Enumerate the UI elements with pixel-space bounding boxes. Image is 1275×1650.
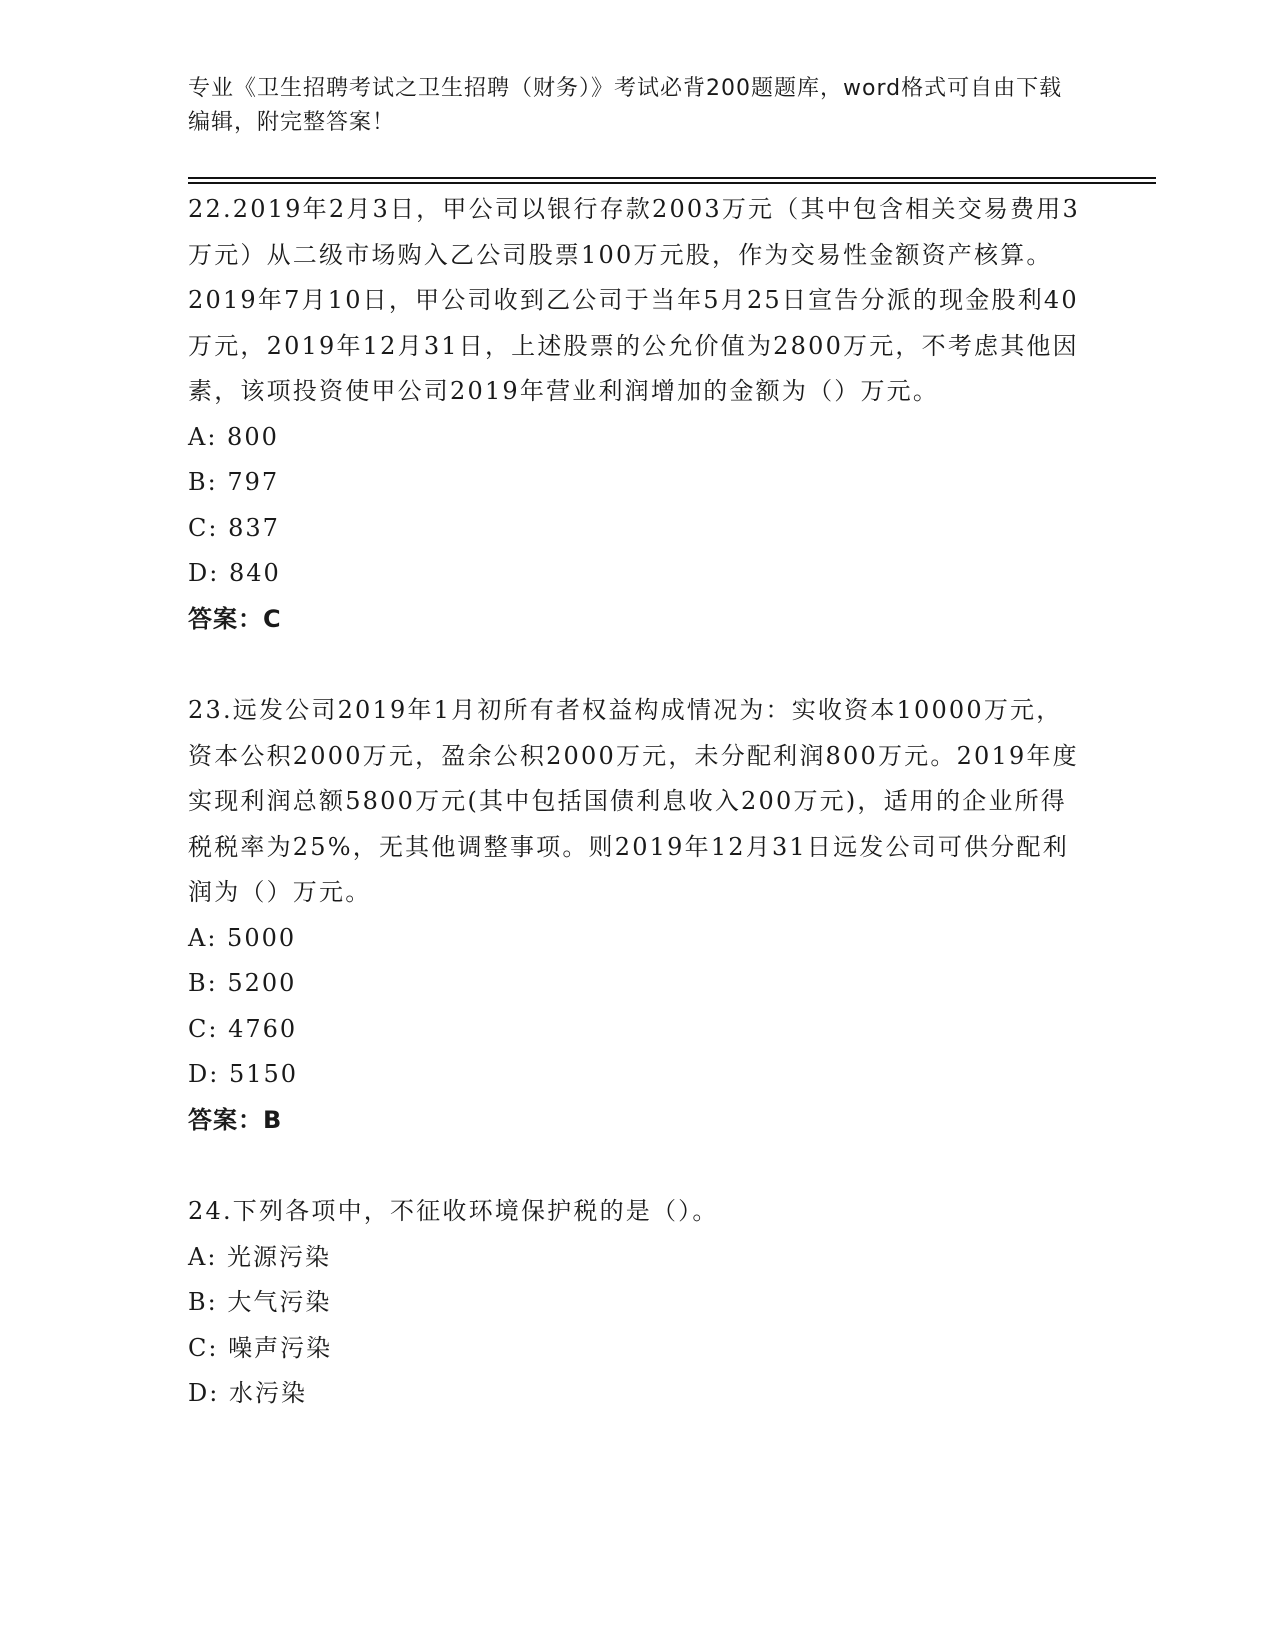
- option-a: A: 800: [188, 422, 279, 451]
- answer: 答案：B: [188, 1105, 283, 1134]
- option-b: B: 5200: [188, 969, 297, 997]
- question-stem: 22.2019年2月3日，甲公司以银行存款2003万元（其中包含相关交易费用3万元）从二级市场购入乙公司股票100万元股，作为交易性金额资产核算。2019年7月10日，甲公司收到乙公司于当年5月25日宣告分派的现金股利40万元，2019年12月31日，上述股票的公允价值为2800万元，不考虑其他因素，该项投资使甲公司2019年营业利润增加的金额为（）万元。: [188, 195, 1080, 405]
- spacer: [188, 1143, 1088, 1189]
- header-rule-top: [188, 177, 1156, 179]
- option-a: A: 5000: [188, 923, 297, 952]
- document-header: 专业《卫生招聘考试之卫生招聘（财务）》考试必背200题题库，word格式可自由下载编辑，附完整答案！: [188, 76, 1063, 135]
- spacer: [188, 642, 1088, 688]
- question-stem: 23.远发公司2019年1月初所有者权益构成情况为：实收资本10000万元，资本公积2000万元，盈余公积2000万元，未分配利润800万元。2019年度实现利润总额5800万元(其中包括国债利息收入200万元)，适用的企业所得税税率为25%，无其他调整事项。则2019年12月31日远发公司可供分配利润为（）万元。: [188, 696, 1079, 906]
- option-b: B: 大气污染: [188, 1288, 332, 1316]
- option-c: C: 837: [188, 513, 280, 542]
- option-c: C: 噪声污染: [188, 1333, 333, 1362]
- question-23: [188, 688, 1088, 1143]
- question-22: [188, 187, 1088, 642]
- option-b: B: 797: [188, 468, 280, 496]
- question-list: [188, 187, 1088, 1417]
- option-d: D: 水污染: [188, 1379, 307, 1407]
- option-d: D: 5150: [188, 1060, 299, 1088]
- option-c: C: 4760: [188, 1014, 298, 1043]
- header-rule-bottom: [188, 182, 1156, 184]
- option-d: D: 840: [188, 559, 281, 587]
- answer: 答案：C: [188, 604, 282, 633]
- question-stem: 24.下列各项中，不征收环境保护税的是（）。: [188, 1197, 719, 1225]
- question-24: [188, 1189, 1088, 1417]
- option-a: A: 光源污染: [188, 1242, 332, 1271]
